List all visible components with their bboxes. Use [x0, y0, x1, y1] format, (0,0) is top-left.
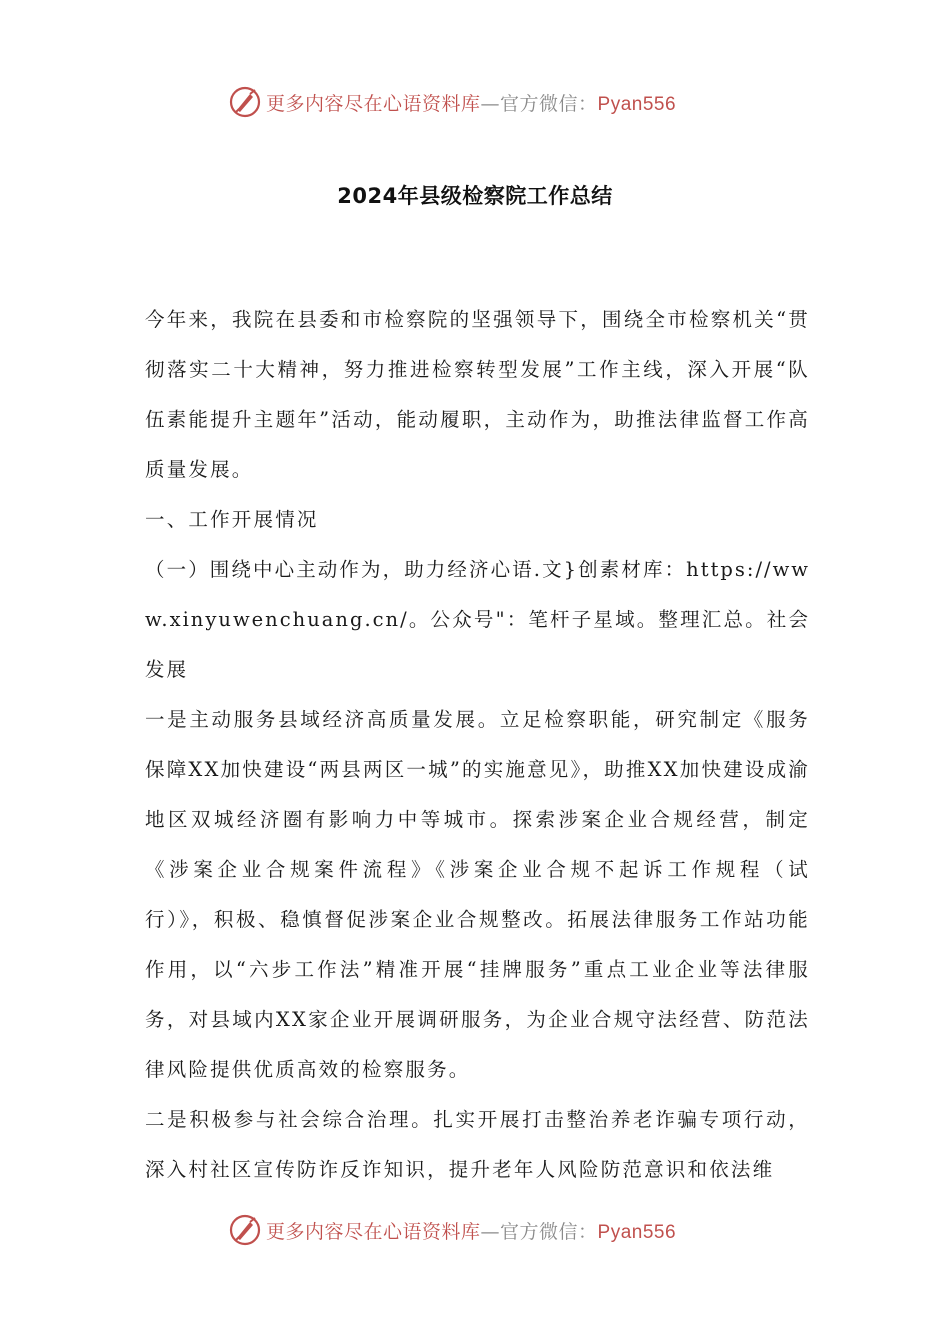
quill-pen-icon	[228, 85, 262, 119]
document-title: 2024年县级检察院工作总结	[337, 184, 613, 208]
subheading-1: （一）围绕中心主动作为，助力经济心语.文}创素材库：https://www.xinyuwenchuang.cn/。公众号"：笔杆子星域。整理汇总。社会发展	[145, 558, 810, 681]
banner-wechat-label: 官方微信：	[500, 92, 598, 115]
paragraph-intro: 今年来，我院在县委和市检察院的坚强领导下，围绕全市检察机关“贯彻落实二十大精神，努力推进检察转型发展”工作主线，深入开展“队伍素能提升主题年”活动，能动履职，主动作为，助推法律监督工作高质量发展。	[145, 308, 810, 481]
footer-watermark-banner	[228, 1210, 728, 1250]
banner-wechat-id: Pyan556	[597, 1221, 677, 1243]
banner-slogan: 更多内容尽在心语资料库	[266, 1220, 481, 1243]
banner-slogan: 更多内容尽在心语资料库	[266, 92, 481, 115]
banner-text-group	[266, 89, 676, 116]
quill-pen-icon	[228, 1213, 262, 1247]
banner-text-group	[266, 1217, 676, 1244]
paragraph-economy: 一是主动服务县域经济高质量发展。立足检察职能，研究制定《服务保障XX加快建设“两县两区一城”的实施意见》，助推XX加快建设成渝地区双城经济圈有影响力中等城市。探索涉案企业合规经营，制定《涉案企业合规案件流程》《涉案企业合规不起诉工作规程（试行）》，积极、稳慎督促涉案企业合规整改。拓展法律服务工作站功能作用，以“六步工作法”精准开展“挂牌服务”重点工业企业等法律服务，对县域内XX家企业开展调研服务，为企业合规守法经营、防范法律风险提供优质高效的检察服务。	[145, 708, 810, 1081]
header-watermark-banner	[228, 82, 728, 122]
paragraph-governance: 二是积极参与社会综合治理。扎实开展打击整治养老诈骗专项行动，深入村社区宣传防诈反诈知识，提升老年人风险防范意识和依法维	[145, 1108, 810, 1181]
banner-wechat-id: Pyan556	[597, 93, 677, 115]
banner-dash: —	[480, 92, 501, 115]
banner-dash: —	[480, 1220, 501, 1243]
heading-section-1: 一、工作开展情况	[145, 508, 319, 531]
document-body	[145, 295, 810, 1195]
banner-wechat-label: 官方微信：	[500, 1220, 598, 1243]
